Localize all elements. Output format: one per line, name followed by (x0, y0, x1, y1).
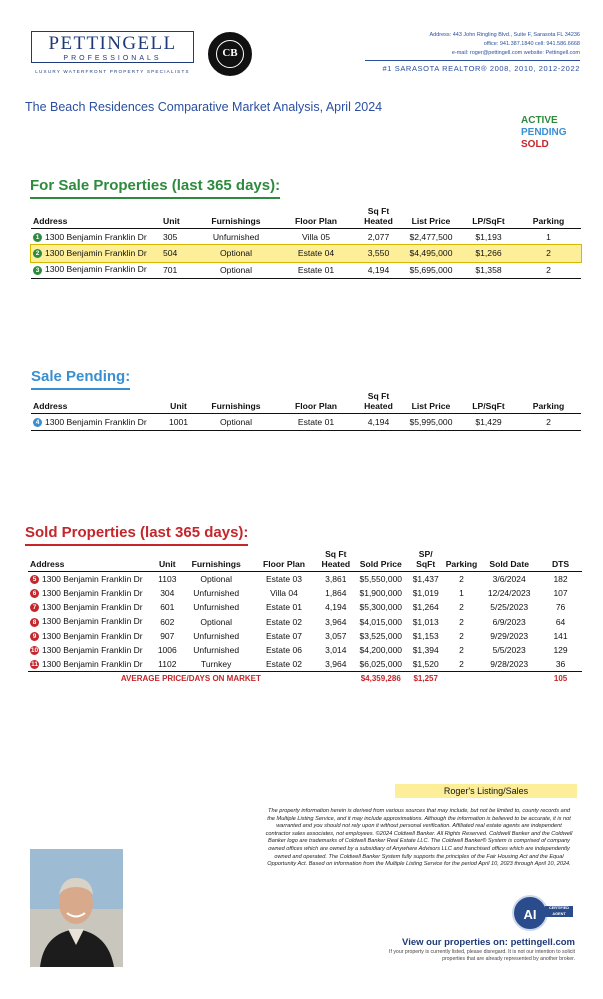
global-luxury-seal-icon (208, 32, 252, 76)
col-address: Address (30, 558, 65, 569)
table-header-row (31, 207, 581, 229)
col-sold-date: Sold Date (489, 558, 529, 569)
cell-lp-sqft: $1,266 (461, 245, 516, 262)
cell-parking: 2 (459, 602, 464, 613)
cell-address: 1300 Benjamin Franklin Dr (42, 573, 143, 584)
cell-address: 1300 Benjamin Franklin Dr (45, 264, 147, 275)
average-row (28, 672, 582, 686)
cell-address: 1300 Benjamin Franklin Dr (42, 630, 143, 641)
col-furnishings: Furnishings (191, 558, 241, 569)
cell-unit: 1006 (157, 645, 177, 656)
table-header-row (28, 550, 582, 572)
cell-sqft: 3,964 (325, 616, 347, 627)
cell-floor-plan: Estate 03 (266, 573, 302, 584)
table-row (28, 629, 582, 643)
cell-unit: 305 (163, 232, 178, 242)
table-row (28, 643, 582, 657)
cell-sp-sqft: $1,019 (412, 587, 439, 598)
col-sold-price: Sold Price (359, 558, 402, 569)
logo-subtitle: PROFESSIONALS (63, 55, 162, 62)
cell-dts: 129 (553, 645, 568, 656)
cell-parking: 2 (546, 264, 551, 275)
cell-parking: 1 (459, 587, 464, 598)
row-number-badge: 5 (30, 575, 39, 584)
ai-certified-badge-icon: AI (512, 895, 548, 931)
cell-sold-date: 3/6/2024 (492, 573, 526, 584)
cell-furnishings: Optional (219, 264, 252, 275)
cell-dts: 182 (553, 573, 568, 584)
ai-certified-tag: CERTIFIED AGENT (545, 906, 573, 917)
cell-unit: 907 (160, 630, 175, 641)
col-address: Address (33, 400, 68, 411)
cell-list-price: $2,477,500 (409, 232, 453, 242)
cell-furnishings: Turnkey (201, 659, 232, 670)
cell-parking: 2 (459, 659, 464, 670)
legend-pending: PENDING (521, 127, 567, 138)
col-floor-plan: Floor Plan (294, 400, 338, 411)
cell-furnishings: Optional (196, 245, 276, 262)
document-title: The Beach Residences Comparative Market Analysis, April 2024 (25, 100, 383, 114)
col-lp-sqft: LP/SqFt (472, 215, 505, 226)
contact-address: Address: 443 John Ringling Blvd., Suite F, Sarasota FL 34236 (429, 32, 580, 38)
cell-sqft: 4,194 (325, 602, 347, 613)
table-row (28, 657, 582, 671)
legend-sold: SOLD (521, 139, 549, 150)
cell-furnishings: Unfurnished (193, 587, 240, 598)
cell-sqft: 4,194 (367, 416, 390, 427)
cell-parking: 2 (516, 245, 581, 262)
row-number-badge: 4 (33, 418, 42, 427)
average-spacer (444, 672, 539, 686)
table-row (31, 414, 581, 431)
col-lp-sqft: LP/SqFt (472, 400, 505, 411)
cell-unit: 504 (161, 245, 196, 262)
cell-sp-sqft: $1,437 (412, 573, 439, 584)
cell-furnishings: Unfurnished (212, 232, 260, 242)
col-unit: Unit (170, 400, 187, 411)
col-floor-plan: Floor Plan (294, 215, 338, 226)
solicitation-note: If your property is currently listed, please disregard. It is not our intention to solicit properties that are already represented by another broker. (389, 949, 575, 962)
cell-address: 1300 Benjamin Franklin Dr (42, 616, 143, 627)
cell-unit: 601 (160, 602, 175, 613)
cell-lp-sqft: $1,358 (475, 264, 502, 275)
contact-block (429, 31, 580, 58)
cell-furnishings: Optional (200, 616, 233, 627)
cell-floor-plan: Estate 01 (297, 416, 335, 427)
for-sale-title: For Sale Properties (last 365 days): (30, 177, 280, 199)
col-sqft: Sq Ft Heated (321, 549, 351, 569)
row-number-badge: 7 (30, 603, 39, 612)
cell-sold-price: $1,900,000 (359, 587, 403, 598)
col-parking: Parking (532, 400, 565, 411)
col-address: Address (33, 215, 68, 226)
col-dts: DTS (551, 558, 570, 569)
cell-sold-price: $5,550,000 (359, 573, 403, 584)
pending-table (31, 392, 581, 431)
cell-floor-plan: Estate 02 (266, 616, 302, 627)
table-row (28, 586, 582, 600)
cell-furnishings: Optional (200, 573, 233, 584)
disclaimer-text: The property information herein is derived from various sources that may include, but not be limited to, county records and the Multiple Listing Service, and it may include approximations. Although the information is believed to be accurate, it is not warranted and you should not rely upon it without personal verification. Affiliated real estate agents are independent contractor sales associates, not employees. ©2024 Coldwell Banker. All Rights Reserved. Coldwell Banker and the Coldwell Banker logo are trademarks of Coldwell Banker Real Estate LLC. The Coldwell Banker® System is comprised of company owned offices which are owned by a subsidiary of Anywhere Advisors LLC and franchised offices which are independently owned and operated. The Coldwell Banker System fully supports the principles of the Fair Housing Act and the Equal Opportunity Act. Based on information from the Multiple Listing Service for the period April 10, 2023 through April 10, 2024. (265, 808, 573, 868)
cell-address: 1300 Benjamin Franklin Dr (45, 416, 147, 427)
cell-unit: 1001 (168, 416, 189, 427)
cell-furnishings: Unfurnished (193, 630, 240, 641)
cell-sqft: 3,550 (356, 245, 401, 262)
cell-list-price: $5,695,000 (409, 264, 453, 275)
row-number-badge: 6 (30, 589, 39, 598)
cell-sold-price: $4,015,000 (359, 616, 403, 627)
cell-sold-price: $3,525,000 (359, 630, 403, 641)
cell-sold-date: 5/5/2023 (492, 645, 526, 656)
cell-floor-plan: Estate 04 (276, 245, 356, 262)
cell-sqft: 3,861 (325, 573, 347, 584)
row-number-badge: 9 (30, 632, 39, 641)
cell-floor-plan: Estate 01 (266, 602, 302, 613)
sold-title: Sold Properties (last 365 days): (25, 524, 248, 546)
table-row (28, 600, 582, 614)
agent-photo (30, 849, 123, 967)
row-number-badge: 10 (30, 647, 39, 655)
cell-lp-sqft: $1,429 (475, 416, 502, 427)
cell-floor-plan: Estate 01 (297, 264, 335, 275)
cell-address: 1300 Benjamin Franklin Dr (42, 645, 143, 655)
view-properties-link[interactable]: View our properties on: pettingell.com (402, 937, 575, 948)
cell-parking: 1 (546, 232, 551, 242)
cell-sqft: 3,057 (325, 630, 347, 641)
col-sqft: Sq Ft Heated (364, 206, 393, 226)
average-label: AVERAGE PRICE/DAYS ON MARKET (120, 674, 261, 684)
cell-sold-price: $5,300,000 (359, 602, 403, 613)
cell-sqft: 2,077 (367, 232, 390, 242)
col-sqft: Sq Ft Heated (364, 391, 393, 411)
cell-floor-plan: Villa 05 (301, 232, 331, 242)
col-list-price: List Price (411, 215, 451, 226)
cell-sp-sqft: $1,013 (412, 616, 439, 627)
row-number-badge: 3 (33, 266, 42, 275)
cell-floor-plan: Estate 02 (266, 659, 302, 670)
cell-sold-price: $6,025,000 (359, 659, 403, 670)
cell-address: 1300 Benjamin Franklin Dr (42, 659, 143, 670)
contact-divider (365, 60, 580, 61)
cell-dts: 141 (553, 630, 568, 641)
cell-dts: 36 (555, 659, 566, 670)
table-row (31, 229, 581, 246)
cell-unit: 701 (163, 264, 178, 275)
listing-sales-label: Roger's Listing/Sales (395, 784, 577, 798)
cell-sold-date: 9/29/2023 (490, 630, 529, 641)
cell-sqft: 4,194 (367, 264, 390, 275)
cell-sold-date: 5/25/2023 (490, 602, 529, 613)
cell-sold-date: 12/24/2023 (487, 587, 531, 598)
cell-floor-plan: Villa 04 (270, 587, 298, 598)
cell-parking: 2 (459, 616, 464, 627)
cell-list-price: $4,495,000 (401, 245, 461, 262)
cell-list-price: $5,995,000 (409, 416, 453, 427)
cell-sp-sqft: $1,394 (412, 645, 439, 656)
cell-dts: 64 (555, 616, 566, 627)
row-number-badge: 8 (30, 618, 39, 627)
row-number-badge: 2 (33, 249, 42, 258)
pending-title: Sale Pending: (31, 368, 130, 390)
for-sale-table (31, 207, 581, 279)
cell-sold-price: $4,200,000 (359, 645, 403, 656)
cell-sp-sqft: $1,153 (412, 630, 439, 641)
contact-phones: office: 941.387.1840 cell: 941.586.6668 (483, 41, 580, 47)
cell-sold-date: 6/9/2023 (492, 616, 526, 627)
table-row (28, 614, 582, 628)
cell-sp-sqft: $1,264 (412, 602, 439, 613)
cell-parking: 2 (459, 630, 464, 641)
cell-parking: 2 (459, 645, 464, 656)
cb-monogram: CB (216, 40, 244, 68)
cell-floor-plan: Estate 07 (266, 630, 302, 641)
average-price: $4,359,286 (360, 674, 401, 684)
col-furnishings: Furnishings (211, 400, 261, 411)
cell-address: 1300 Benjamin Franklin Dr (45, 231, 147, 242)
cell-unit: 304 (160, 587, 175, 598)
cell-unit: 1102 (158, 659, 177, 670)
col-parking: Parking (445, 558, 478, 569)
sold-table (28, 550, 582, 686)
col-list-price: List Price (411, 400, 451, 411)
logo-name: PETTINGELL (48, 33, 177, 54)
status-legend (521, 115, 567, 151)
cell-address: 1300 Benjamin Franklin Dr (42, 587, 143, 598)
cell-furnishings: Unfurnished (193, 602, 240, 613)
cell-sqft: 1,864 (325, 587, 347, 598)
col-furnishings: Furnishings (211, 215, 261, 226)
cell-parking: 2 (546, 416, 551, 427)
cell-sold-date: 9/28/2023 (490, 659, 529, 670)
table-row (31, 262, 581, 279)
cell-unit: 1103 (158, 573, 177, 584)
cell-sqft: 3,964 (325, 659, 347, 670)
cell-floor-plan: Estate 06 (266, 645, 302, 656)
cell-lp-sqft: $1,193 (475, 232, 502, 242)
cell-address: 1300 Benjamin Franklin Dr (45, 248, 147, 259)
cell-address: 1300 Benjamin Franklin Dr (42, 602, 143, 613)
cell-furnishings: Unfurnished (193, 645, 240, 656)
col-sp-sqft: SP/ SqFt (416, 549, 436, 569)
average-sp-sqft: $1,257 (413, 674, 438, 684)
cell-dts: 76 (555, 602, 566, 613)
col-unit: Unit (158, 558, 176, 569)
realtor-award-line: #1 SARASOTA REALTOR® 2008, 2010, 2012-2022 (382, 64, 580, 73)
cell-furnishings: Optional (219, 416, 252, 427)
table-row-highlighted (31, 245, 581, 262)
cell-sqft: 3,014 (325, 645, 347, 656)
table-header-row (31, 392, 581, 414)
col-floor-plan: Floor Plan (262, 558, 305, 569)
legend-active: ACTIVE (521, 115, 558, 126)
table-row (28, 572, 582, 586)
cell-parking: 2 (459, 573, 464, 584)
logo-tagline: LUXURY WATERFRONT PROPERTY SPECIALISTS (35, 69, 190, 74)
col-unit: Unit (163, 215, 180, 226)
average-dts: 105 (553, 674, 568, 684)
col-parking: Parking (532, 215, 565, 226)
row-number-badge: 1 (33, 233, 42, 242)
agent-portrait-image (30, 849, 123, 967)
cell-dts: 107 (553, 587, 568, 598)
contact-email-web[interactable]: e-mail: roger@pettingell.com website: Pettingell.com (451, 50, 580, 56)
cell-sp-sqft: $1,520 (412, 659, 439, 670)
row-number-badge: 11 (31, 661, 38, 669)
cell-unit: 602 (160, 616, 175, 627)
